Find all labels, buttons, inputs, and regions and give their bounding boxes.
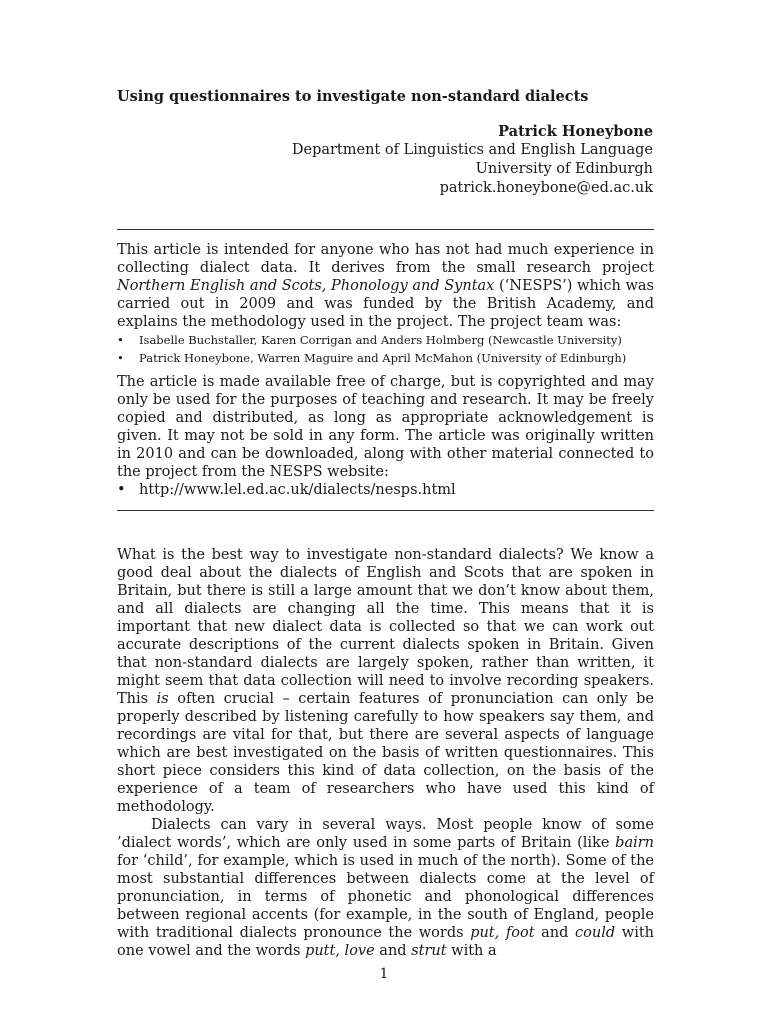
- body-text: often crucial – certain features of pronunciation can only be properly described by listening carefully to how speakers say them, and recordings are vital for that, but there are several aspects of language which are best investigated on the basis of written questionnaires. This short piece considers this kind of data collection, on the basis of the experience of a team of researchers who have used this kind of methodology.: [117, 691, 655, 815]
- article-body: [117, 546, 654, 960]
- author-block: [292, 122, 653, 198]
- body-text: What is the best way to investigate non-standard dialects? We know a good deal about the dialects of English and Scots that are spoken in Britain, but there is still a large amount that we don’t know about them, and all dialects are changing all the time. This means that it is important that new dialect data is collected so that we can work out accurate descriptions of the current dialects spoken in Britain. Given that non-standard dialects are largely spoken, rather than written, it might seem that data collection will need to involve recording speakers. This: [117, 547, 654, 707]
- author-name: Patrick Honeybone: [498, 123, 653, 140]
- emphasis: could: [575, 925, 616, 941]
- top-rule: [117, 229, 654, 230]
- info-text: (‘NESPS’) which was carried out in 2009 and was funded by the British Academy, and explains the methodology used in the project. The project team was:: [117, 278, 654, 330]
- body-text: and: [374, 943, 412, 959]
- body-text: with a: [446, 943, 497, 959]
- body-text: with one vowel and the words: [117, 925, 654, 959]
- bottom-rule: [117, 510, 654, 511]
- team-list: [117, 331, 654, 367]
- emphasis: put, foot: [470, 925, 535, 941]
- info-box: [117, 241, 654, 499]
- team-list-item: • Patrick Honeybone, Warren Maguire and April McMahon (University of Edinburgh): [117, 349, 654, 367]
- info-paragraph-2: The article is made available free of charge, but is copyrighted and may only be used for the purposes of teaching and research. It may be freely copied and distributed, as long as appropriate acknowledgement is given. It may not be sold in any form. The article was originally written in 2010 and can be downloaded, along with other material connected to the project from the NESPS website:: [117, 374, 654, 480]
- body-text: and: [534, 925, 576, 941]
- page-number: 1: [379, 966, 389, 982]
- emphasis: is: [156, 691, 169, 707]
- link-list: [117, 481, 654, 499]
- body-text: for ‘child’, for example, which is used in much of the north). Some of the most substantial differences between dialects come at the level of pronunciation, in terms of phonetic and phonological differences between regional accents (for example, in the south of England, people with traditional dialects pronounce the words: [117, 853, 654, 941]
- body-paragraph-2: [117, 816, 654, 960]
- author-email: patrick.honeybone@ed.ac.uk: [439, 180, 653, 196]
- body-paragraph-1: [117, 546, 654, 816]
- author-department: Department of Linguistics and English Language: [291, 142, 653, 158]
- team-list-item: • Isabelle Buchstaller, Karen Corrigan and Anders Holmberg (Newcastle University): [117, 331, 654, 349]
- author-university: University of Edinburgh: [475, 161, 653, 177]
- website-link[interactable]: • http://www.lel.ed.ac.uk/dialects/nesps.html: [117, 481, 654, 499]
- article-title: Using questionnaires to investigate non-standard dialects: [117, 88, 589, 105]
- project-name: Northern English and Scots, Phonology and Syntax: [117, 278, 495, 294]
- emphasis: bairn: [615, 835, 654, 851]
- info-paragraph-1: [117, 241, 654, 331]
- info-text: This article is intended for anyone who has not had much experience in collecting dialect data. It derives from the small research project: [117, 242, 654, 276]
- body-text: Dialects can vary in several ways. Most people know of some ’dialect words’, which are only used in some parts of Britain (like: [117, 817, 654, 851]
- emphasis: putt, love: [305, 943, 375, 959]
- emphasis: strut: [411, 943, 447, 959]
